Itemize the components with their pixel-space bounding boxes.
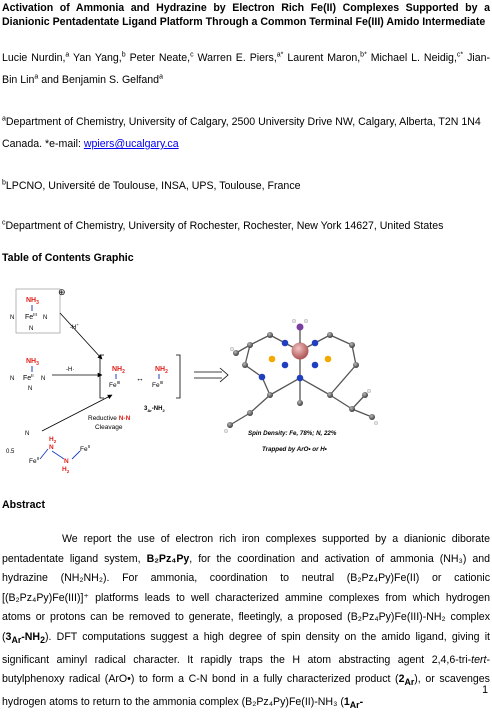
svg-text:N: N (10, 315, 15, 321)
svg-text:N: N (29, 326, 34, 332)
toc-heading: Table of Contents Graphic (2, 252, 134, 264)
svg-text:FeII: $Fe^{II}$ (29, 456, 40, 465)
svg-text:-H·: -H· (66, 367, 75, 373)
author: and Benjamin S. Gelfand$^a$ (41, 73, 163, 86)
abstract-heading: Abstract (2, 499, 45, 511)
paper-title: Activation of Ammonia and Hydrazine by Electron Rich Fe(II) Complexes Supported by a Dianionic Pentadentate Ligand Platform Through a Common Terminal Fe(III) Amido Intermediate (2, 2, 490, 28)
page-number: 1 (482, 684, 488, 696)
svg-text:↔: ↔ (136, 374, 144, 383)
svg-text:FeII: $Fe^{II}$ (80, 444, 91, 453)
affiliation-c: $^c$Department of Chemistry, University of Rochester, Rochester, New York 14627, United States (2, 219, 444, 232)
svg-text:3Ar-NH2: $3_{Ar}-NH_2$ (144, 406, 165, 413)
author-list (2, 47, 490, 91)
cationic-ammine-complex (10, 287, 66, 333)
svg-text:FeIII: $Fe^{III}$ (25, 312, 37, 321)
amido-intermediate (100, 355, 180, 413)
svg-text:H2: $H_2$ (62, 466, 70, 474)
author: Peter Neate,$^c$ (129, 51, 194, 64)
trapped-caption: Trapped by ArO• or H• (262, 446, 327, 453)
abstract-body: We report the use of electron rich iron complexes supported by a dianionic diborate pentadentate ligand system, B₂Pz₄Py, for the coordination and activation of ammonia (NH₃) and hydrazine (NH₂NH₂). For ammonia, coordination to neutral (B₂Pz₄Py)Fe(II) or cationic [(B₂Pz₄Py)Fe(III)]⁺ platforms leads to well characterized ammine complexes from which hydrogen atoms or protons can be removed to generate, fleetingly, a proposed (B₂Pz₄Py)Fe(III)-NH₂ complex $(3_{Ar}-NH_2)$. DFT computations suggest a high degree of spin density on the amido ligand, giving it significant aminyl radical character. It rapidly traps the H atom abstracting agent 2,4,6-tri-tert-butylphenoxy radical (ArO•) to form a C-N bond in a fully characterized product $(2_{Ar})$, or scavenges hydrogen atoms to return to the ammonia complex (B₂Pz₄Py)Fe(II)-NH₃ ($1_{Ar}-$ (2, 533, 491, 711)
svg-text:FeIII: $Fe^{III}$ (152, 380, 164, 389)
toc-graphic (0, 283, 380, 478)
svg-text:N: N (64, 458, 69, 465)
author: Jian-Bin Lin$^a$ (2, 52, 491, 86)
svg-text:NH2: $NH_2$ (112, 366, 125, 375)
molecular-structure-model (224, 319, 378, 433)
svg-text:FeIII: $Fe^{III}$ (109, 380, 121, 389)
author: Michael L. Neidig,$^{c*}$ (370, 51, 464, 64)
author: Lucie Nurdin,$^a$ (2, 51, 70, 64)
svg-text:⊕: ⊕ (58, 287, 66, 297)
svg-text:NH3: $NH_3$ (26, 358, 39, 367)
svg-text:FeII: $Fe^{II}$ (23, 373, 34, 382)
affiliation-a: $^a$Department of Chemistry, University of Calgary, 2500 University Drive NW, Calgary, Alberta, T2N 1N4 Canada. *e-mail: wpiers@ucalgary.ca (2, 115, 481, 150)
spin-density-caption: Spin Density: Fe, 78%; N, 22% (248, 430, 337, 437)
affiliation-b: $^b$LPCNO, Université de Toulouse, INSA, UPS, Toulouse, France (2, 179, 301, 192)
svg-text:NH3: $NH_3$ (26, 297, 39, 306)
svg-text:N: N (28, 386, 33, 392)
neutral-ammine-complex (10, 358, 45, 392)
svg-text:0.5: 0.5 (6, 449, 15, 455)
author: Laurent Maron,$^{b*}$ (287, 51, 367, 64)
svg-text:N: N (49, 444, 54, 451)
email-link[interactable]: wpiers@ucalgary.ca (83, 138, 179, 150)
author: Yan Yang,$^b$ (73, 51, 126, 64)
ligand-name: B₂Pz₄Py (146, 552, 190, 565)
svg-text:N: N (25, 431, 30, 437)
svg-text:N: N (10, 376, 15, 382)
author: Warren E. Piers,$^{a*}$ (197, 51, 284, 64)
cleavage-label: Cleavage (95, 424, 123, 431)
svg-text:N: N (43, 315, 48, 321)
reductive-label: Reductive N-N (88, 415, 131, 422)
hydrazine-bridged-dimer (6, 431, 90, 474)
svg-text:NH2: $NH_2$ (155, 366, 168, 375)
svg-text:H2: $H_2$ (49, 436, 57, 444)
svg-text:N: N (41, 376, 46, 382)
svg-text:-H+: -H+ (70, 322, 79, 331)
